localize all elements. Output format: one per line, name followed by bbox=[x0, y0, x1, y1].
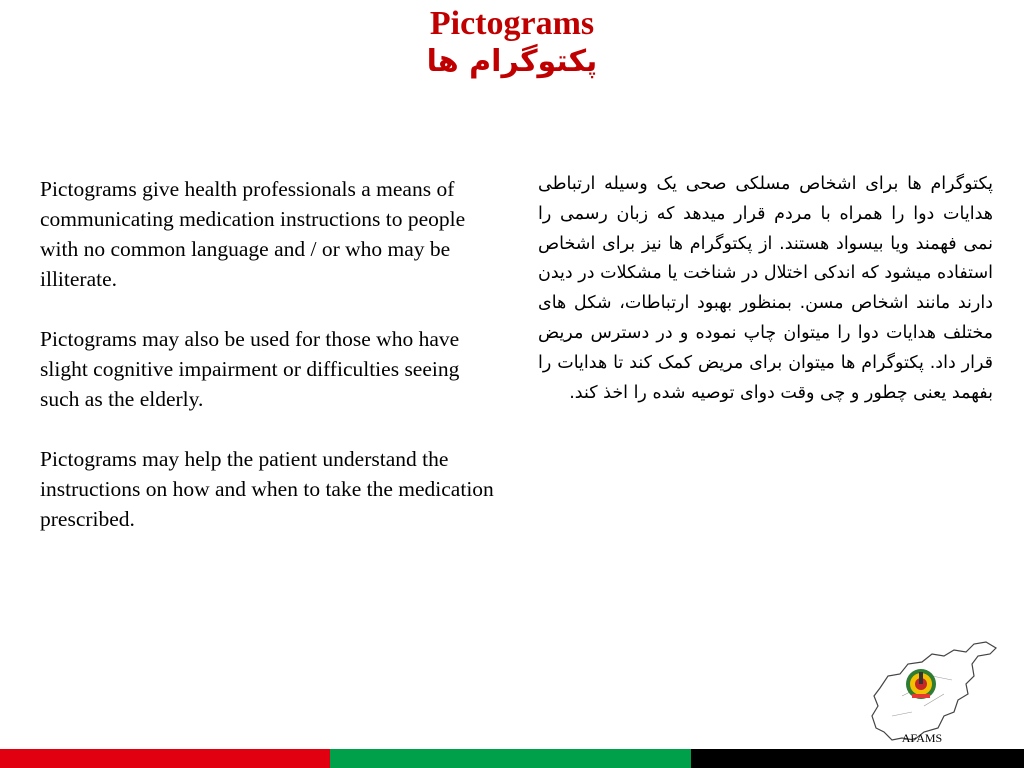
footer-green-segment bbox=[330, 749, 691, 768]
logo-caption: AFAMS bbox=[901, 731, 943, 745]
english-paragraph-1: Pictograms give health professionals a means of communicating medication instructions to people with no common language and / or who may be illiterate. bbox=[40, 177, 466, 291]
english-paragraph-3: Pictograms may help the patient understand the instructions on how and when to take the medication prescribed. bbox=[40, 447, 494, 531]
footer-black-segment bbox=[691, 749, 1024, 768]
footer-red-segment bbox=[0, 749, 330, 768]
persian-text-column bbox=[538, 170, 993, 408]
title-persian: پکتوگرام ها bbox=[426, 44, 598, 79]
persian-paragraph: پکتوگرام ها برای اشخاص مسلکی صحی یک وسیله ارتباطی هدایات دوا را همراه با مردم قرار میدهد که زبان رسمی را نمی فهمند ویا بیسواد هستند. از پکتوگرام ها نیز برای اشخاص استفاده میشود که اندکی اختلال در شناخت یا مشکلات در دیدن دارند مانند اشخاص مسن. بمنظور بهبود ارتباطات، شکل های مختلف هدایات دوا را میتوان چاپ نموده و در دسترس مریض قرار داد. پکتوگرام ها میتوان برای مریض کمک کند تا هدایات را بفهمد یعنی چطور و چی وقت دوای توصیه شده را اخذ کند. bbox=[538, 174, 993, 403]
title-english: Pictograms bbox=[429, 5, 595, 42]
english-paragraph-2: Pictograms may also be used for those who have slight cognitive impairment or difficulties seeing such as the elderly. bbox=[40, 327, 460, 411]
footer-flag-bar bbox=[0, 749, 1024, 768]
english-text-column bbox=[40, 174, 495, 564]
emblem-icon bbox=[906, 669, 936, 699]
afghanistan-map-logo-icon bbox=[862, 636, 1002, 746]
slide-title bbox=[0, 4, 1024, 80]
